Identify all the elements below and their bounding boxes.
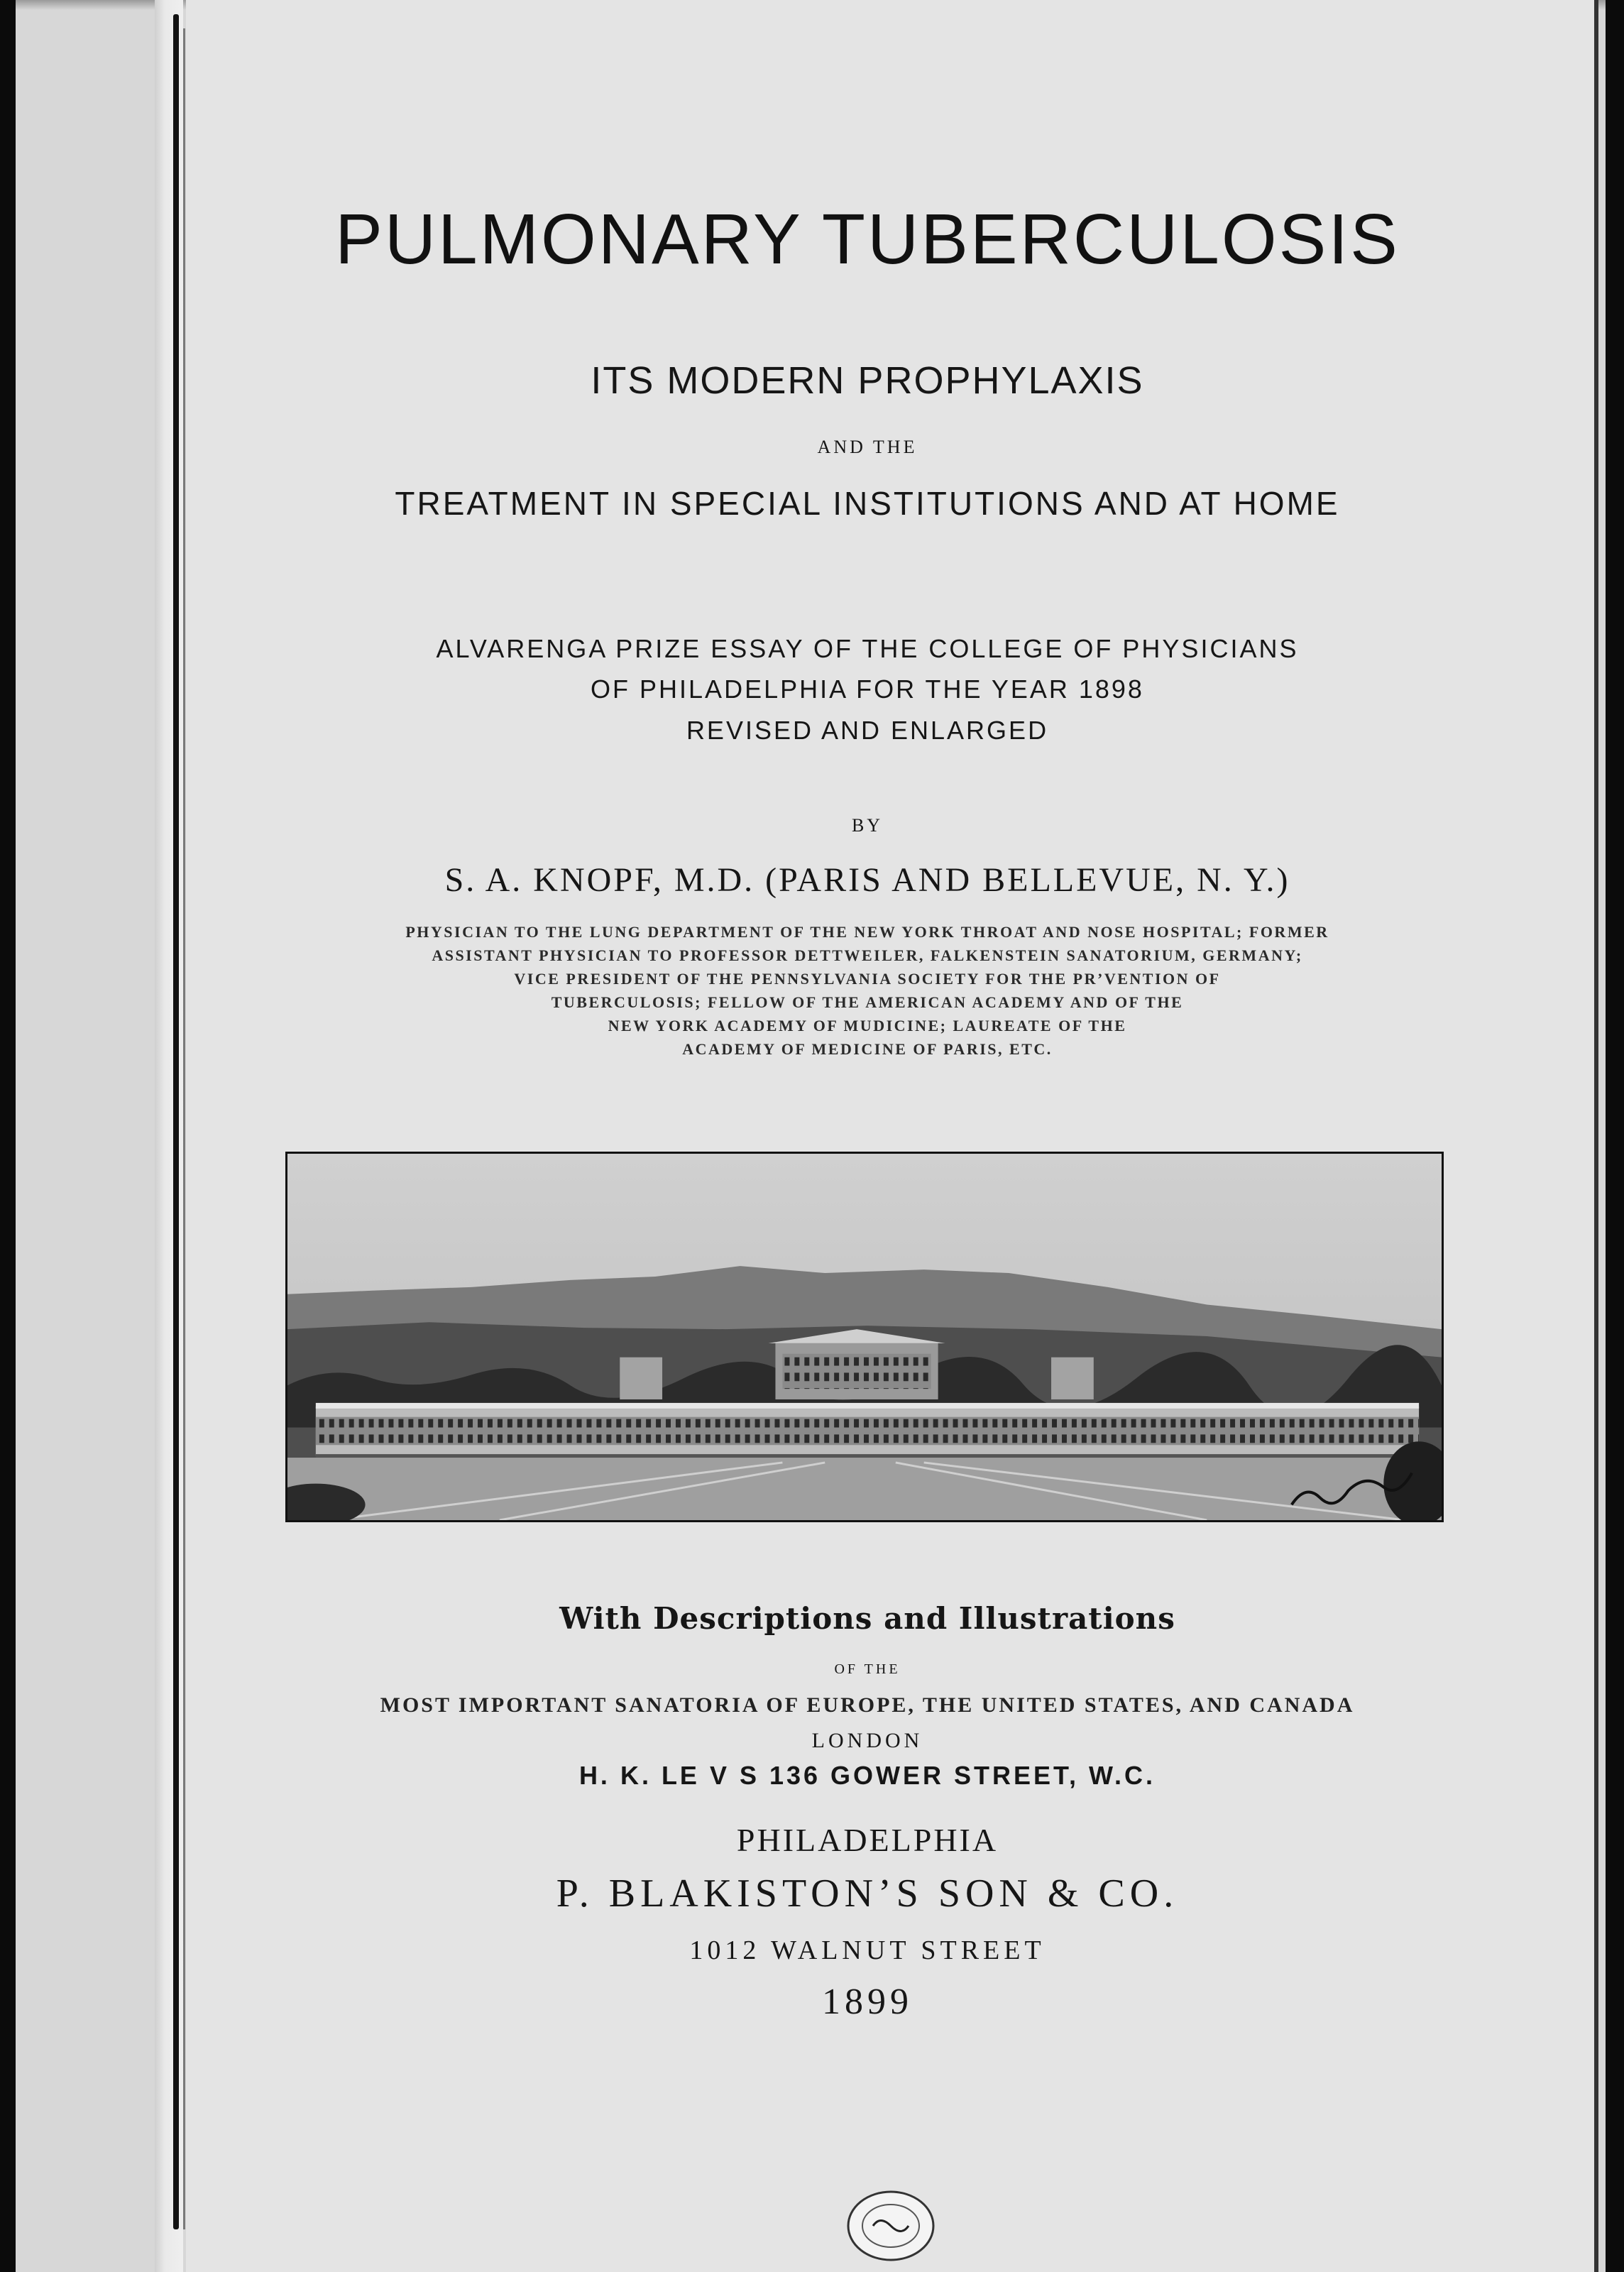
- author-credentials-line-5: NEW YORK ACADEMY OF MUDICINE; LAUREATE OF THE: [608, 1017, 1127, 1034]
- author-credentials-line-2: ASSISTANT PHYSICIAN TO PROFESSOR DETTWEILER, FALKENSTEIN SANATORIUM, GERMANY;: [432, 946, 1303, 964]
- book-subtitle: ITS MODERN PROPHYLAXIS: [591, 359, 1144, 402]
- sanatorium-engraving-image: [285, 1152, 1444, 1522]
- treatment-subtitle: TREATMENT IN SPECIAL INSTITUTIONS AND AT HOME: [395, 485, 1340, 522]
- scan-right-edge: [1606, 0, 1624, 2272]
- publisher-street: 1012 WALNUT STREET: [689, 1935, 1046, 1965]
- prize-line-2: OF PHILADELPHIA FOR THE YEAR 1898: [591, 674, 1144, 704]
- author-credentials-line-3: VICE PRESIDENT OF THE PENNSYLVANIA SOCIETY FOR THE PR’VENTION OF: [514, 970, 1221, 988]
- book-title: PULMONARY TUBERCULOSIS: [335, 200, 1400, 279]
- library-stamp-icon: [845, 2187, 937, 2265]
- london-address: H. K. LE V S 136 GOWER STREET, W.C.: [578, 1761, 1156, 1790]
- spine-gutter-line-thin: [183, 28, 185, 2229]
- title-page-content: [186, 0, 1549, 2272]
- scan-right-inner-edge: [1594, 0, 1598, 2272]
- author-name: S. A. KNOPF, M.D. (PARIS AND BELLEVUE, N. Y.): [444, 861, 1290, 899]
- spine-shadow: [155, 0, 183, 2272]
- sanatoria-scope: MOST IMPORTANT SANATORIA OF EUROPE, THE UNITED STATES, AND CANADA: [380, 1693, 1355, 1717]
- london-imprint: LONDON: [811, 1729, 923, 1752]
- publication-year: 1899: [822, 1982, 913, 2022]
- author-credentials-line-1: PHYSICIAN TO THE LUNG DEPARTMENT OF THE NEW YORK THROAT AND NOSE HOSPITAL; FORMER: [405, 923, 1329, 941]
- sanatorium-engraving-icon: [287, 1154, 1442, 1520]
- author-credentials-line-4: TUBERCULOSIS; FELLOW OF THE AMERICAN ACADEMY AND OF THE: [551, 993, 1184, 1011]
- author-credentials-line-6: ACADEMY OF MEDICINE OF PARIS, ETC.: [682, 1040, 1053, 1058]
- and-the-connector: AND THE: [817, 437, 918, 457]
- spine-gutter-line: [173, 14, 179, 2229]
- with-descriptions-heading: With Descriptions and Illustrations: [559, 1601, 1175, 1636]
- publisher-name: P. BLAKISTON’S SON & CO.: [556, 1872, 1179, 1916]
- by-line: BY: [851, 815, 884, 836]
- scan-left-edge: [0, 0, 16, 2272]
- publisher-city: PHILADELPHIA: [736, 1822, 999, 1858]
- of-the-connector: OF THE: [834, 1661, 901, 1677]
- prize-line-3: REVISED AND ENLARGED: [686, 716, 1049, 745]
- prize-line-1: ALVARENGA PRIZE ESSAY OF THE COLLEGE OF PHYSICIANS: [436, 634, 1299, 663]
